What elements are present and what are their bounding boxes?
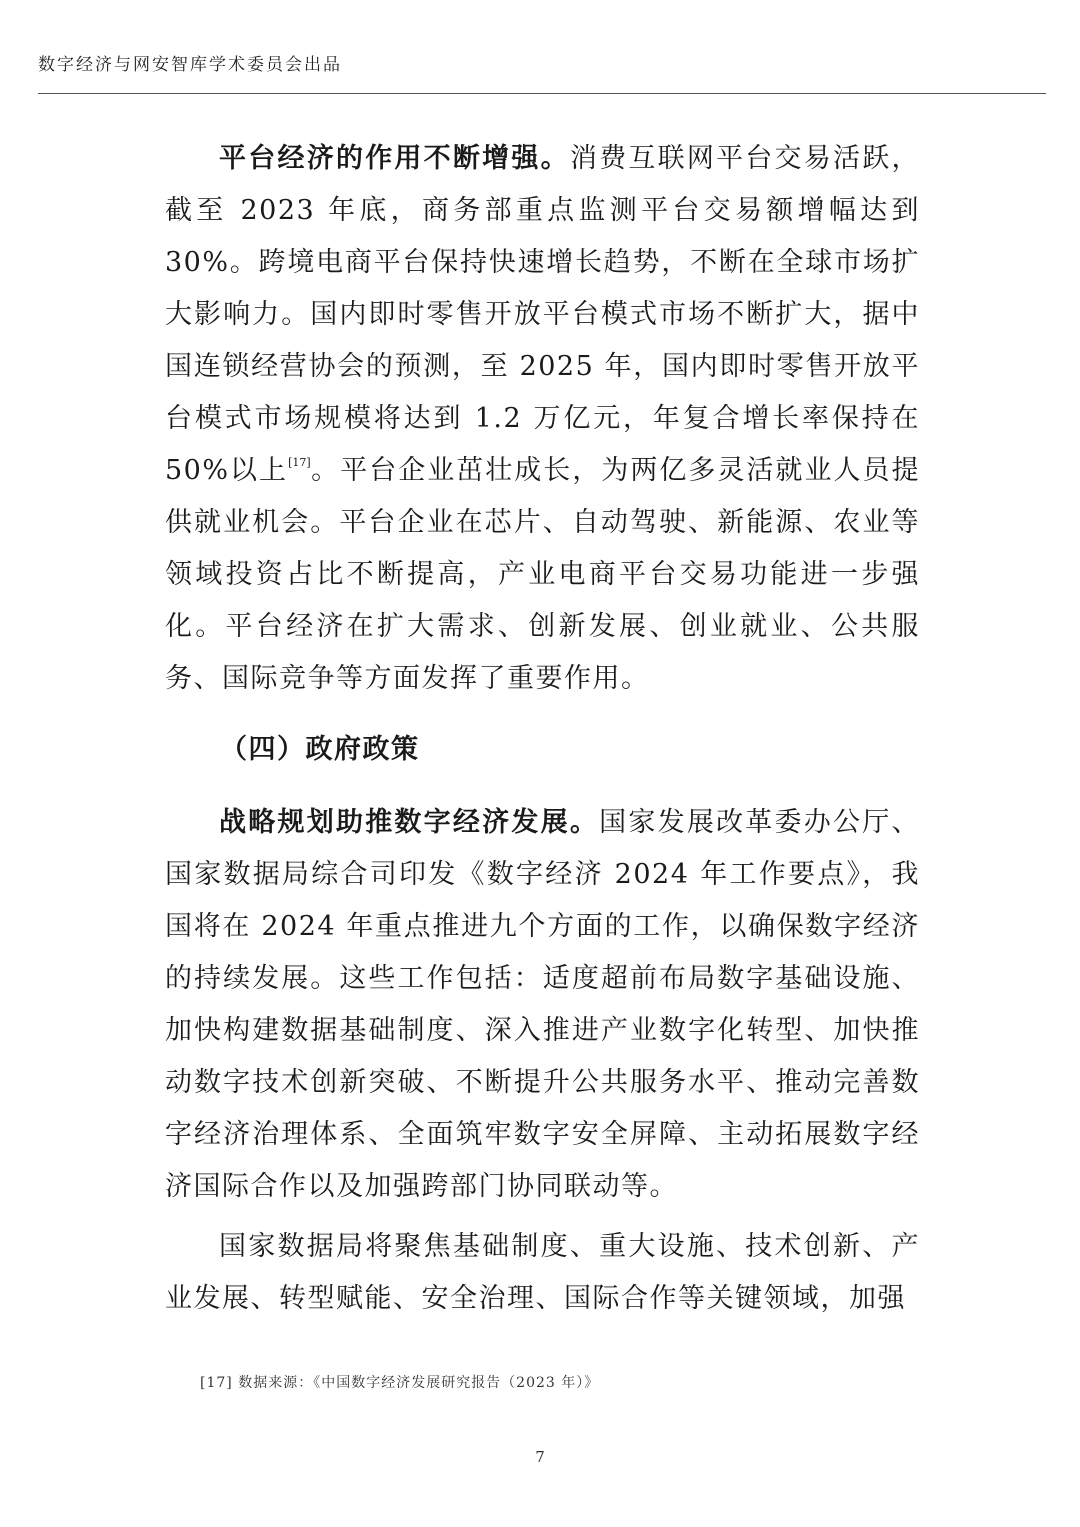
paragraph-platform-economy [165, 133, 920, 705]
paragraph-body: 消费互联网平台交易活跃，截至 2023 年底，商务部重点监测平台交易额增幅达到 30%。跨境电商平台保持快速增长趋势，不断在全球市场扩大影响力。国内即时零售开放平台模式市场不断扩大，据中国连锁经营协会的预测，至 2025 年，国内即时零售开放平台模式市场规模将达到 1.2 万亿元，年复合增长率保持在 50%以上 [165, 143, 921, 486]
page-number: 7 [535, 1448, 545, 1466]
paragraph-body-continued: 。平台企业茁壮成长，为两亿多灵活就业人员提供就业机会。平台企业在芯片、自动驾驶、新能源、农业等领域投资占比不断提高，产业电商平台交易功能进一步强化。平台经济在扩大需求、创新发展、创业就业、公共服务、国际竞争等方面发挥了重要作用。 [165, 455, 920, 694]
section-heading: （四）政府政策 [220, 734, 420, 765]
footnote: [17] 数据来源：《中国数字经济发展研究报告（2023 年）》 [200, 1375, 600, 1391]
paragraph-lead: 战略规划助推数字经济发展。 [219, 807, 600, 838]
footnote-reference[interactable]: [17] [288, 456, 311, 469]
paragraph-data-bureau: 国家数据局将聚焦基础制度、重大设施、技术创新、产业发展、转型赋能、安全治理、国际合作等关键领域，加强 [165, 1231, 920, 1314]
paragraph-lead: 平台经济的作用不断增强。 [219, 143, 570, 174]
text-block-1 [165, 133, 920, 705]
paragraph-strategic-planning [165, 797, 920, 1213]
header-divider [38, 93, 1046, 94]
text-block-2 [165, 797, 920, 1325]
running-header: 数字经济与网安智库学术委员会出品 [38, 55, 342, 75]
paragraph-body: 国家发展改革委办公厅、国家数据局综合司印发《数字经济 2024 年工作要点》，我国将在 2024 年重点推进九个方面的工作，以确保数字经济的持续发展。这些工作包括：适度超前布局数字基础设施、加快构建数据基础制度、深入推进产业数字化转型、加快推动数字技术创新突破、不断提升公共服务水平、推动完善数字经济治理体系、全面筑牢数字安全屏障、主动拓展数字经济国际合作以及加强跨部门协同联动等。 [165, 807, 921, 1202]
